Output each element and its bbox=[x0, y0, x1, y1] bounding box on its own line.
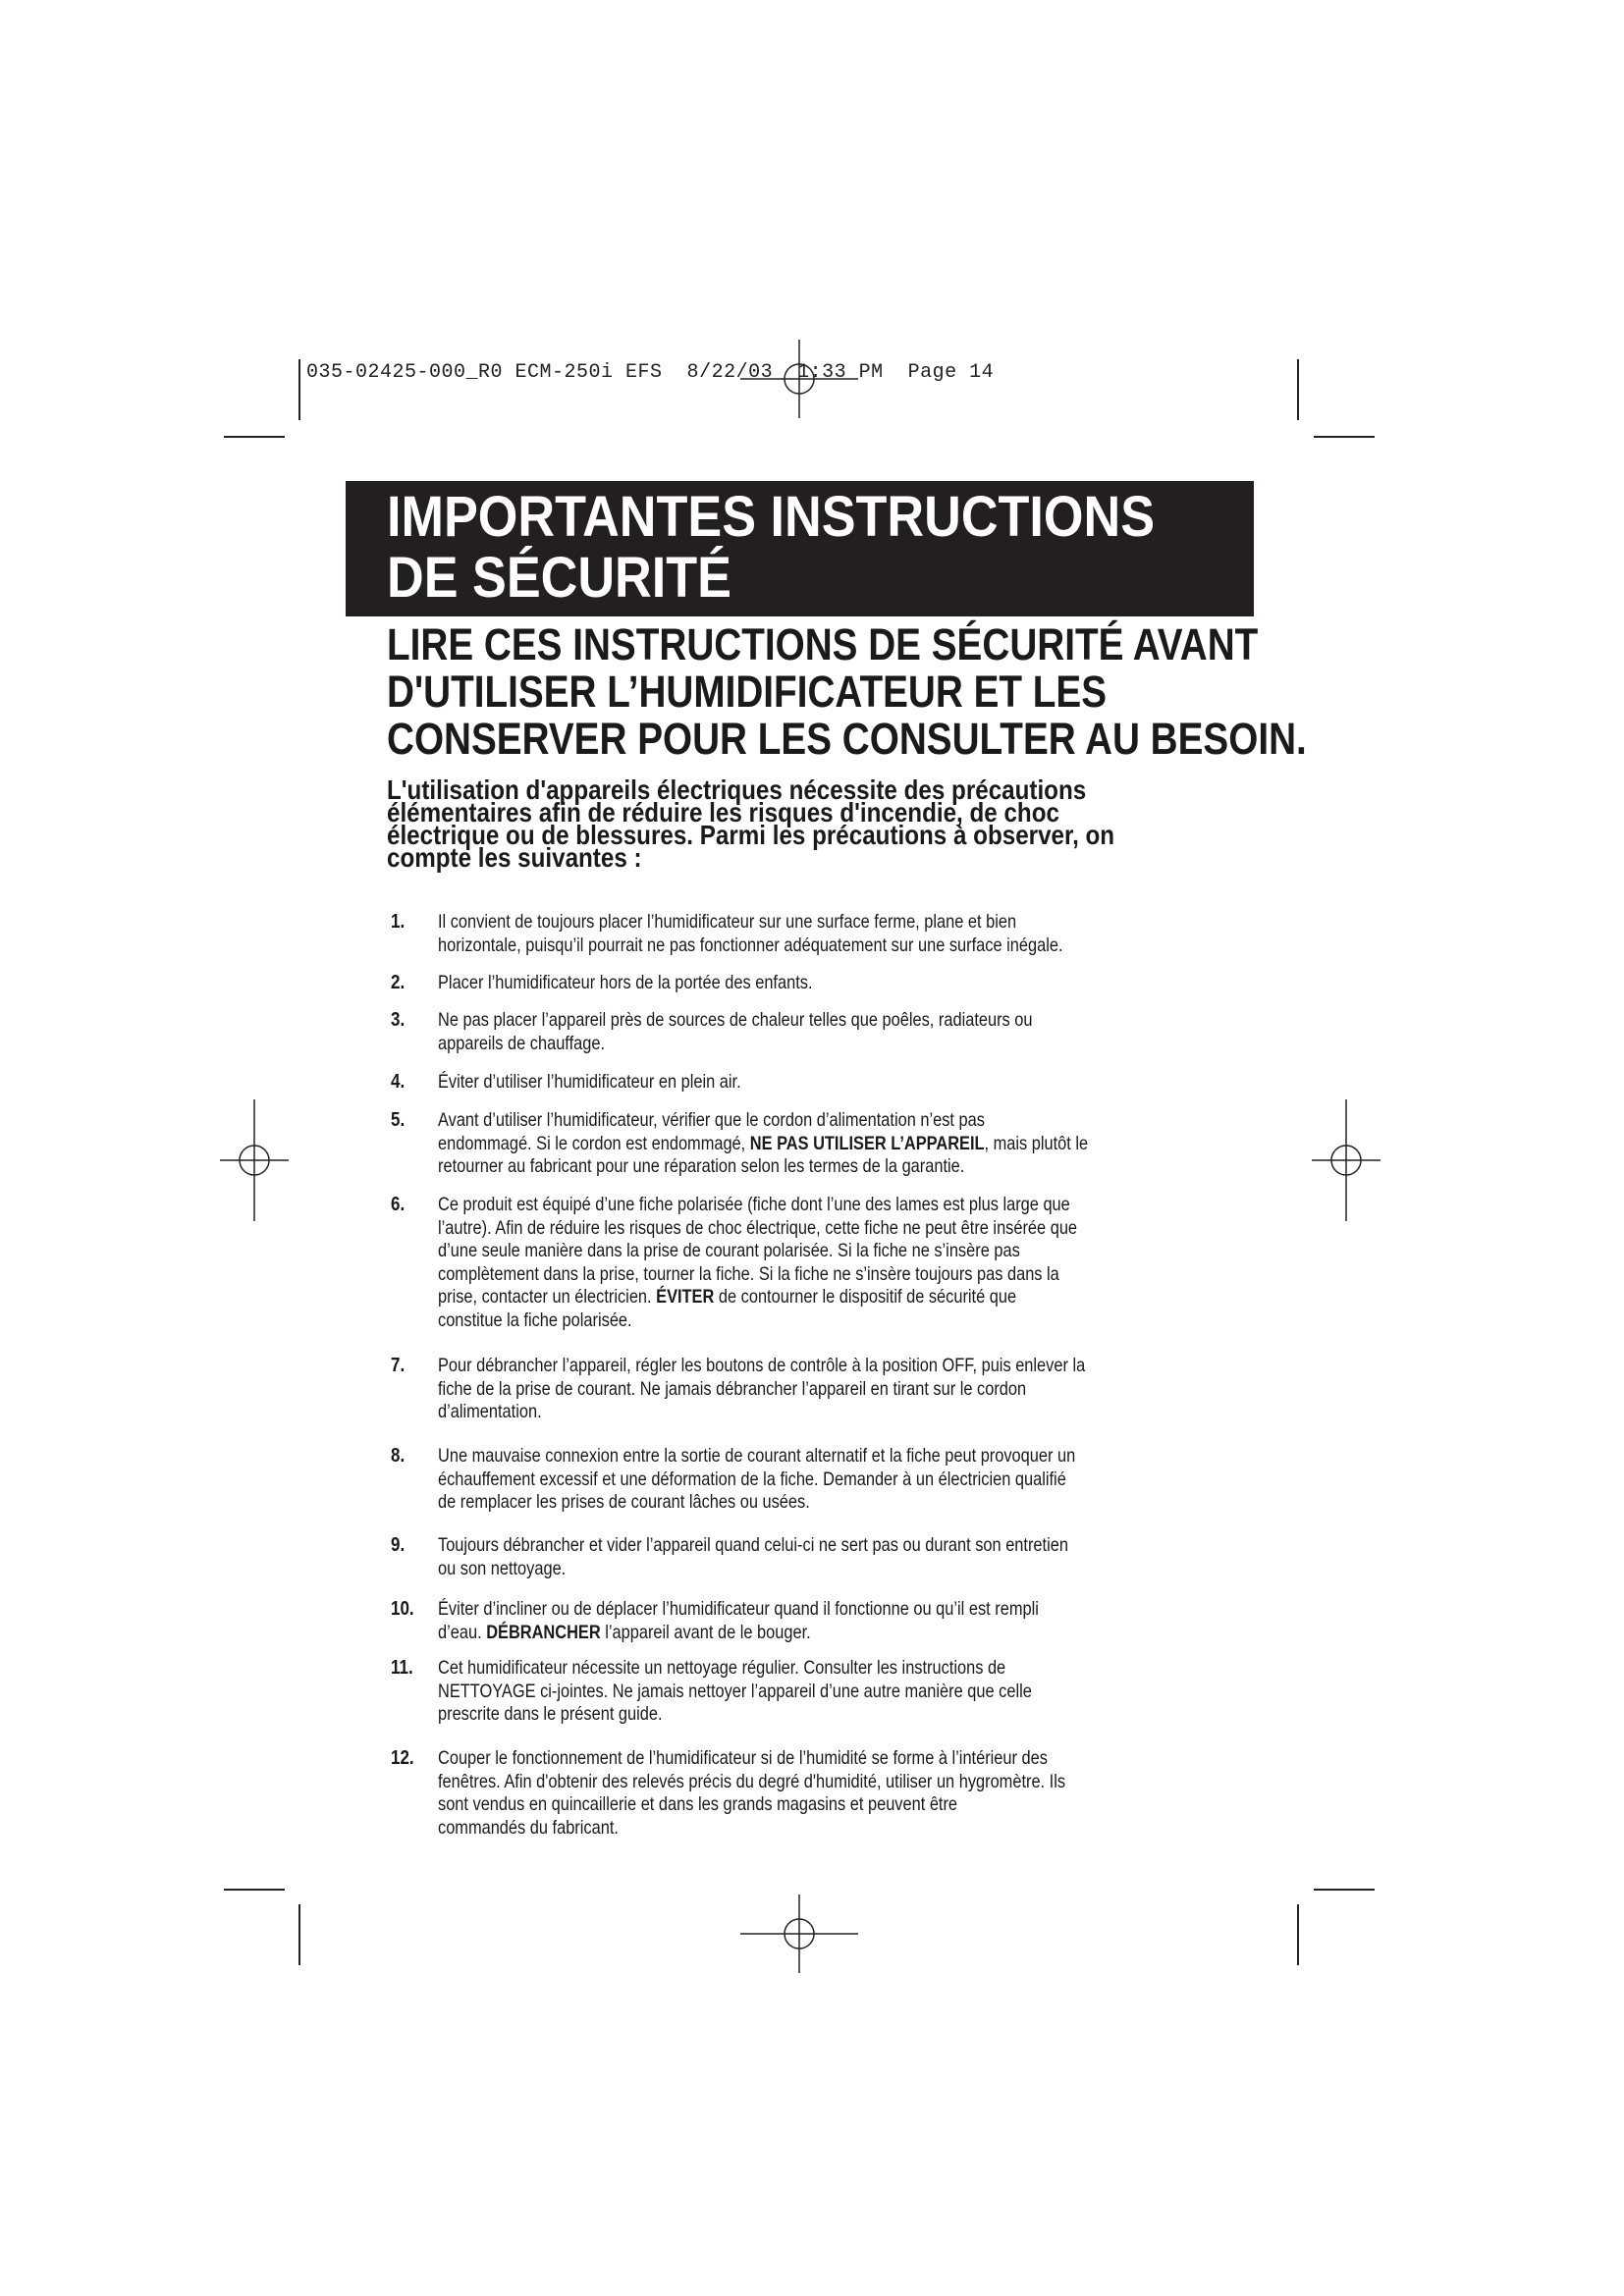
list-item-line: échauffement excessif et une déformation de la fiche. Demander à un électricien qualifié bbox=[438, 1468, 1066, 1490]
list-item-line: fiche de la prise de courant. Ne jamais débrancher l’appareil en tirant sur le cordon bbox=[438, 1377, 1027, 1400]
list-item-line: Toujours débrancher et vider l’appareil quand celui-ci ne sert pas ou durant son entretien bbox=[438, 1534, 1068, 1556]
list-item-line: d’alimentation. bbox=[438, 1401, 542, 1423]
list-item-line: l’autre). Afin de réduire les risques de choc électrique, cette fiche ne peut être insérée que bbox=[438, 1216, 1078, 1239]
list-item-line: Une mauvaise connexion entre la sortie de courant alternatif et la fiche peut provoquer un bbox=[438, 1445, 1076, 1467]
list-item-line: appareils de chauffage. bbox=[438, 1032, 606, 1054]
crop-mark-bottom-left-vertical bbox=[298, 1904, 300, 1965]
list-item-text bbox=[438, 1355, 1147, 1424]
list-item-text-run: d’eau. bbox=[438, 1621, 487, 1643]
list-item-text bbox=[438, 1071, 1147, 1095]
intro-paragraph bbox=[387, 774, 1182, 873]
crop-mark-bottom-right-horizontal bbox=[1314, 1889, 1375, 1891]
list-item-line: constitue la fiche polarisée. bbox=[438, 1308, 632, 1331]
list-item-line: Pour débrancher l’appareil, régler les boutons de contrôle à la position OFF, puis enlever la bbox=[438, 1355, 1086, 1376]
list-item-text-run: endommagé. Si le cordon est endommagé, bbox=[438, 1132, 750, 1154]
list-item-number: 5. bbox=[391, 1109, 406, 1131]
list-item-line: horizontale, puisqu’il pourrait ne pas fonctionner adéquatement sur une surface inégale. bbox=[438, 934, 1063, 956]
list-item-text bbox=[438, 1445, 1147, 1515]
page-title-line: DE SÉCURITÉ bbox=[387, 546, 731, 610]
list-item-number: 6. bbox=[391, 1194, 406, 1215]
list-item-line: complètement dans la prise, tourner la fiche. Si la fiche ne s’insère toujours pas dans la bbox=[438, 1262, 1059, 1285]
registration-mark-right-icon bbox=[1312, 1099, 1380, 1221]
list-item-line: Couper le fonctionnement de l’humidificateur si de l’humidité se forme à l’intérieur des bbox=[438, 1747, 1048, 1769]
list-item-line: fenêtres. Afin d'obtenir des relevés précis du degré d'humidité, utiliser un hygromètre. Ils bbox=[438, 1770, 1066, 1792]
list-item-text bbox=[438, 972, 1147, 995]
list-item-emphasis: ÉVITER bbox=[656, 1286, 715, 1308]
list-item-emphasis: DÉBRANCHER bbox=[486, 1621, 601, 1643]
list-item-number: 10. bbox=[391, 1598, 414, 1620]
crop-mark-top-left-vertical bbox=[298, 359, 300, 420]
intro-line: élémentaires afin de réduire les risques d'incendie, de choc bbox=[387, 797, 1059, 828]
printer-slug: 035-02425-000_R0 ECM-250i EFS 8/22/03 1:33 PM Page 14 bbox=[306, 361, 995, 384]
list-item-line bbox=[438, 1286, 1147, 1309]
list-item-text bbox=[438, 1657, 1147, 1727]
list-item-line: sont vendus en quincaillerie et dans les grands magasins et peuvent être bbox=[438, 1793, 958, 1816]
page-title-line: IMPORTANTES INSTRUCTIONS bbox=[387, 485, 1156, 549]
list-item-number: 3. bbox=[391, 1009, 406, 1031]
intro-line: compte les suivantes : bbox=[387, 842, 642, 873]
list-item-line bbox=[438, 1133, 1147, 1156]
crop-mark-bottom-right-vertical bbox=[1297, 1904, 1299, 1965]
subtitle bbox=[387, 619, 1307, 764]
list-item-number: 2. bbox=[391, 972, 406, 993]
list-item-text bbox=[438, 1534, 1147, 1580]
subtitle-line: LIRE CES INSTRUCTIONS DE SÉCURITÉ AVANT bbox=[387, 619, 1259, 669]
list-item-line: Cet humidificateur nécessite un nettoyage régulier. Consulter les instructions de bbox=[438, 1657, 1006, 1679]
intro-line: électrique ou de blessures. Parmi les précautions à observer, on bbox=[387, 820, 1115, 850]
list-item-text bbox=[438, 1747, 1147, 1840]
list-item-number: 11. bbox=[391, 1657, 413, 1679]
list-item-line: Éviter d’incliner ou de déplacer l’humidificateur quand il fonctionne ou qu’il est rempli bbox=[438, 1598, 1039, 1620]
list-item-line: ou son nettoyage. bbox=[438, 1557, 567, 1579]
list-item-line: Éviter d’utiliser l’humidificateur en plein air. bbox=[438, 1071, 741, 1093]
title-banner bbox=[346, 481, 1254, 616]
list-item-text-run: prise, contacter un électricien. bbox=[438, 1286, 657, 1308]
list-item-text bbox=[438, 911, 1147, 957]
list-item-text bbox=[438, 1194, 1147, 1333]
list-item-text-run: de contourner le dispositif de sécurité que bbox=[714, 1286, 1017, 1308]
registration-mark-bottom-icon bbox=[740, 1895, 858, 1973]
crop-mark-top-right-vertical bbox=[1297, 359, 1299, 420]
list-item-number: 12. bbox=[391, 1747, 414, 1769]
list-item-number: 8. bbox=[391, 1445, 406, 1467]
page-title bbox=[387, 487, 1167, 609]
list-item-number: 9. bbox=[391, 1534, 406, 1556]
list-item-line: Ne pas placer l’appareil près de sources de chaleur telles que poêles, radiateurs ou bbox=[438, 1009, 1033, 1031]
list-item-line bbox=[438, 1622, 1147, 1645]
subtitle-line: CONSERVER POUR LES CONSULTER AU BESOIN. bbox=[387, 714, 1307, 764]
list-item-line: prescrite dans le présent guide. bbox=[438, 1703, 663, 1726]
list-item-line: Avant d’utiliser l’humidificateur, vérifier que le cordon d’alimentation n’est pas bbox=[438, 1109, 985, 1131]
crop-mark-bottom-left-horizontal bbox=[224, 1889, 285, 1891]
list-item-text bbox=[438, 1009, 1147, 1055]
registration-mark-left-icon bbox=[220, 1099, 289, 1221]
list-item-text-run: l’appareil avant de le bouger. bbox=[600, 1621, 811, 1643]
list-item-line: commandés du fabricant. bbox=[438, 1816, 619, 1839]
list-item-number: 1. bbox=[391, 911, 406, 933]
crop-mark-top-left-horizontal bbox=[224, 436, 285, 438]
list-item-line: NETTOYAGE ci-jointes. Ne jamais nettoyer l’appareil d’une autre manière que celle bbox=[438, 1680, 1032, 1702]
list-item-number: 7. bbox=[391, 1355, 406, 1376]
list-item-line: d’une seule manière dans la prise de courant polarisée. Si la fiche ne s’insère pas bbox=[438, 1240, 1020, 1262]
registration-mark-top-icon bbox=[740, 340, 858, 418]
list-item-text bbox=[438, 1598, 1147, 1644]
list-item-line: retourner au fabricant pour une réparation selon les termes de la garantie. bbox=[438, 1155, 965, 1178]
subtitle-line: D'UTILISER L’HUMIDIFICATEUR ET LES bbox=[387, 667, 1108, 717]
list-item-text-run: , mais plutôt le bbox=[984, 1132, 1089, 1154]
list-item-line: Placer l’humidificateur hors de la portée des enfants. bbox=[438, 972, 813, 993]
list-item-line: Ce produit est équipé d’une fiche polarisée (fiche dont l’une des lames est plus large que bbox=[438, 1194, 1070, 1215]
intro-line: L'utilisation d'appareils électriques nécessite des précautions bbox=[387, 774, 1087, 805]
list-item-line: de remplacer les prises de courant lâches ou usées. bbox=[438, 1491, 810, 1514]
list-item-text bbox=[438, 1109, 1147, 1179]
list-item-emphasis: NE PAS UTILISER L’APPAREIL bbox=[749, 1132, 985, 1154]
list-item-line: Il convient de toujours placer l’humidificateur sur une surface ferme, plane et bien bbox=[438, 911, 1017, 933]
crop-mark-top-right-horizontal bbox=[1314, 436, 1375, 438]
list-item-number: 4. bbox=[391, 1071, 406, 1093]
